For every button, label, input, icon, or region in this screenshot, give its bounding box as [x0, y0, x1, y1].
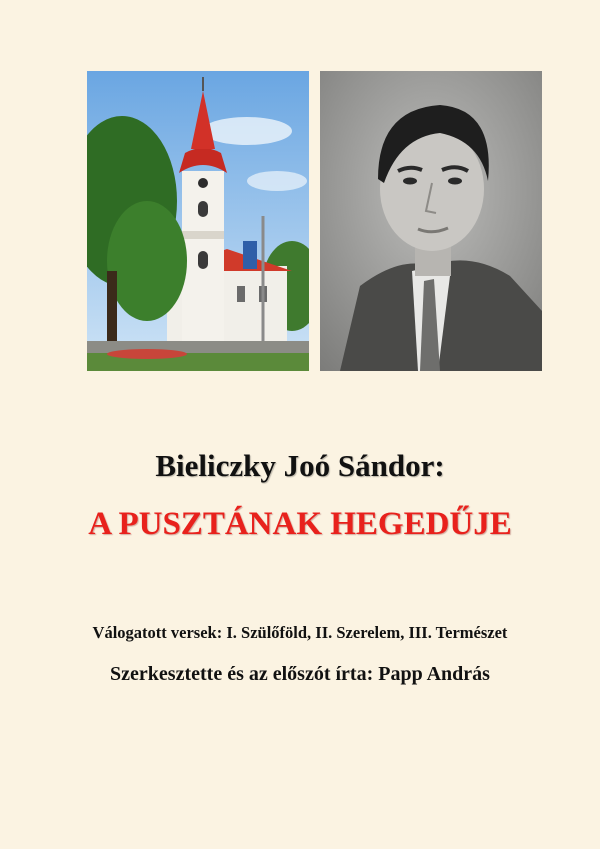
author-portrait-image: [320, 71, 542, 371]
church-photo-image: [87, 71, 309, 371]
church-photo: [87, 71, 309, 371]
book-title: A PUSZTÁNAK HEGEDŰJE: [88, 506, 512, 542]
author-title: Bieliczky Joó Sándor:: [155, 448, 445, 483]
subtitle: Válogatott versek: I. Szülőföld, II. Szerelem, III. Természet: [92, 623, 508, 642]
editor-credit: Szerkesztette és az előszót írta: Papp András: [110, 663, 490, 685]
author-portrait-photo: [320, 71, 542, 371]
